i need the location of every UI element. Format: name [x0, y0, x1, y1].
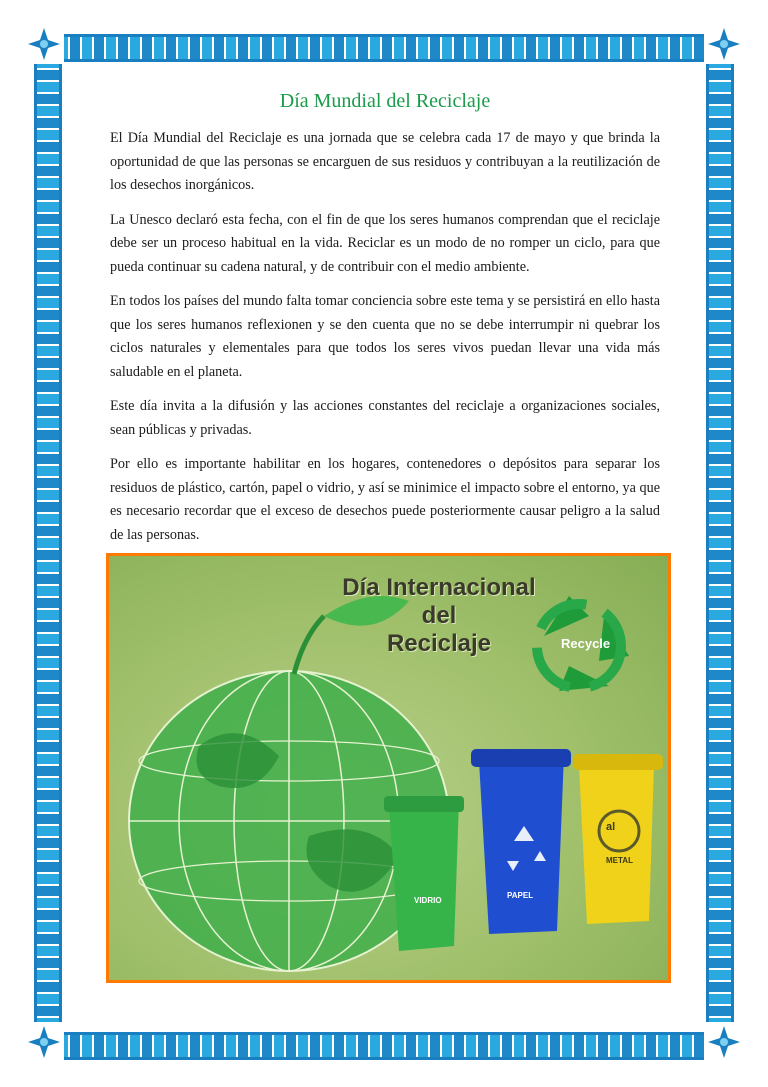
paragraph: Este día invita a la difusión y las acciones constantes del reciclaje a organizaciones sociales, sean públicas y privadas. [110, 398, 660, 438]
corner-ornament-icon [704, 1022, 744, 1062]
corner-ornament-icon [704, 24, 744, 64]
paragraph: En todos los países del mundo falta tomar conciencia sobre este tema y se persistirá en ello hasta que los seres humanos reflexionen y se den cuenta que no se debe interrumpir ni quebrar los ciclos naturales y elementales para que todos los seres vivos puedan llevar una vida más saludable en el planeta. [110, 293, 660, 380]
figure-title-line: del [421, 602, 457, 629]
yellow-bin-badge: al [606, 821, 616, 833]
green-bin-label: VIDRIO [414, 896, 442, 905]
document-title: Día Mundial del Reciclaje [279, 90, 491, 112]
page-border-right [706, 34, 734, 1058]
paragraph: El Día Mundial del Reciclaje es una jornada que se celebra cada 17 de mayo y que brinda la oportunidad de que las personas se encarguen de sus residuos y contribuyan a la reutilización de los desechos inorgánicos. [110, 130, 660, 193]
corner-ornament-icon [24, 24, 64, 64]
page-border-left [34, 34, 62, 1058]
recycle-label: Recycle [561, 636, 611, 651]
yellow-bin-icon [573, 754, 663, 924]
figure-title [309, 574, 569, 658]
blue-bin-label: PAPEL [507, 891, 534, 900]
figure-title-line: Reciclaje [386, 630, 492, 657]
blue-bin-icon [471, 749, 571, 934]
page-border-top [34, 34, 734, 62]
corner-ornament-icon [24, 1022, 64, 1062]
paragraph: La Unesco declaró esta fecha, con el fin de que los seres humanos comprendan que el reciclaje debe ser un proceso habitual en la vida. Reciclar es un modo de no romper un ciclo, para que pueda continuar su cadena natural, y de contribuir con el medio ambiente. [110, 211, 660, 275]
document-body [110, 90, 660, 558]
page-border-bottom [34, 1032, 734, 1060]
yellow-bin-label: METAL [606, 856, 633, 865]
figure-title-line: Día Internacional [342, 574, 536, 601]
paragraph: Por ello es importante habilitar en los hogares, contenedores o depósitos para separar los residuos de plástico, cartón, papel o vidrio, y así se minimice el impacto sobre el entorno, ya que es necesario recordar que el exceso de desechos puede posteriormente causar peligro a la salud de las personas. [110, 456, 660, 543]
recycling-illustration [106, 553, 671, 983]
